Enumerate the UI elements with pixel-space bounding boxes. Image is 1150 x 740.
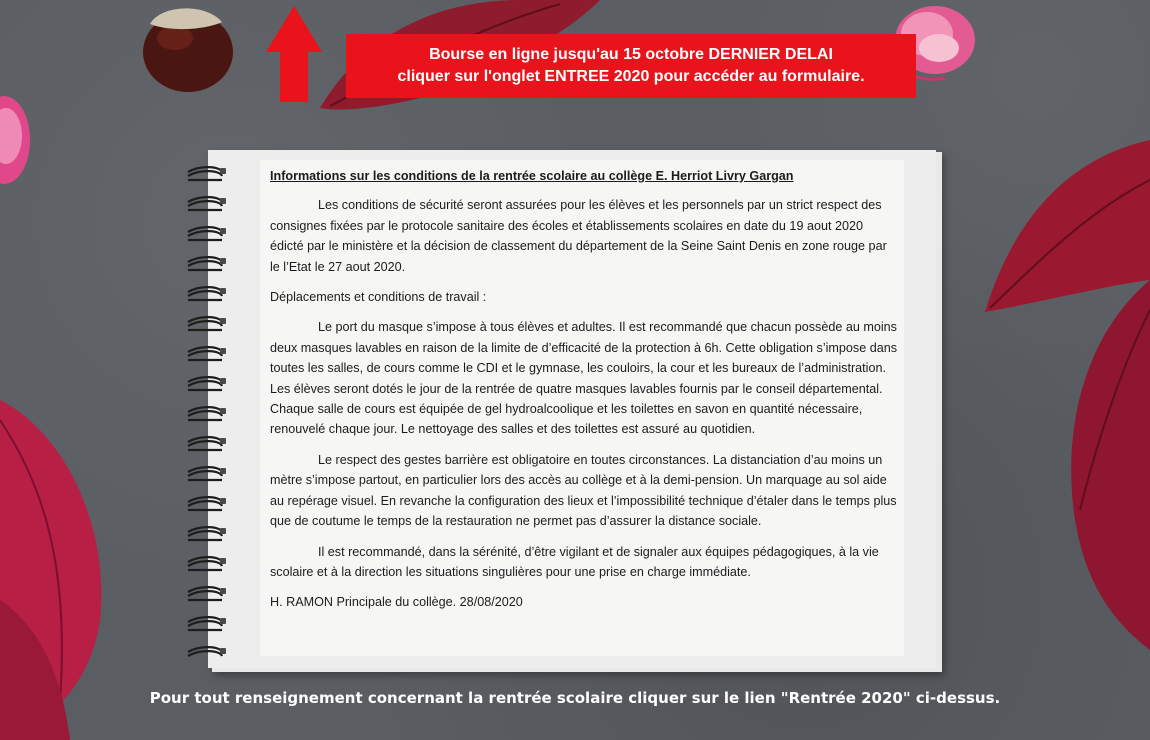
document-signature: H. RAMON Principale du collège. 28/08/2020 [270, 595, 523, 610]
document-paragraph-2: Le port du masque s’impose à tous élèves et adultes. Il est recommandé que chacun possède au moins deux masques lavables en raison de la limite de d’efficacité de la protection à 6h. Cette obligation s’impose dans toutes les salles, de cours comme le CDI et le gymnase, les couloirs, la cour et les bureaux de l’administration. Les élèves seront dotés le jour de la rentrée de quatre masques lavables fournis par le conseil départemental. Chaque salle de cours est équipée de gel hydroalcoolique et les toilettes en savon en quantité nécessaire, renouvelé chaque jour. Le nettoyage des salles et des toilettes est assuré au quotidien. [270, 320, 898, 437]
banner-line-2: cliquer sur l'onglet ENTREE 2020 pour accéder au formulaire. [397, 68, 865, 85]
arrow-up-icon [266, 6, 322, 102]
deadline-banner[interactable] [346, 34, 916, 98]
document-paragraph-1: Les conditions de sécurité seront assurées pour les élèves et les personnels par un strict respect des consignes fixées par le protocole sanitaire des écoles et établissements scolaires en date du 19 aout 2020 édicté par le ministère et la décision de classement du département de la Seine Saint Denis en zone rouge par le l’Etat le 27 aout 2020. [270, 198, 887, 274]
notebook [200, 150, 943, 672]
section-heading: Déplacements et conditions de travail : [270, 290, 487, 305]
footer-caption: Pour tout renseignement concernant la rentrée scolaire cliquer sur le lien "Rentrée 2020" ci-dessus. [149, 689, 1001, 707]
spiral-binding-icon [180, 162, 240, 662]
document-paragraph-3: Le respect des gestes barrière est obligatoire en toutes circonstances. La distanciation d’au moins un mètre s’impose partout, en particulier lors des accès au collège et à la demi-pension. Un marquage au sol aide au repérage visuel. En revanche la configuration des lieux et l’impossibilité technique d’étaler dans le temps plus que de coutume le temps de la restauration ne permet pas d’assurer la distance sociale. [270, 452, 897, 529]
document-paragraph-4: Il est recommandé, dans la sérénité, d’être vigilant et de signaler aux équipes pédagogiques, à la vie scolaire et à la direction les situations singulières pour une prise en charge immédiate. [270, 544, 879, 579]
document-title: Informations sur les conditions de la rentrée scolaire au collège E. Herriot Livry Gargan [270, 169, 794, 183]
leaf-right-top [985, 140, 1150, 312]
pink-flower-left [0, 96, 30, 184]
document-body [270, 166, 900, 613]
banner-line-1: Bourse en ligne jusqu'au 15 octobre DERNIER DELAI [429, 46, 833, 63]
